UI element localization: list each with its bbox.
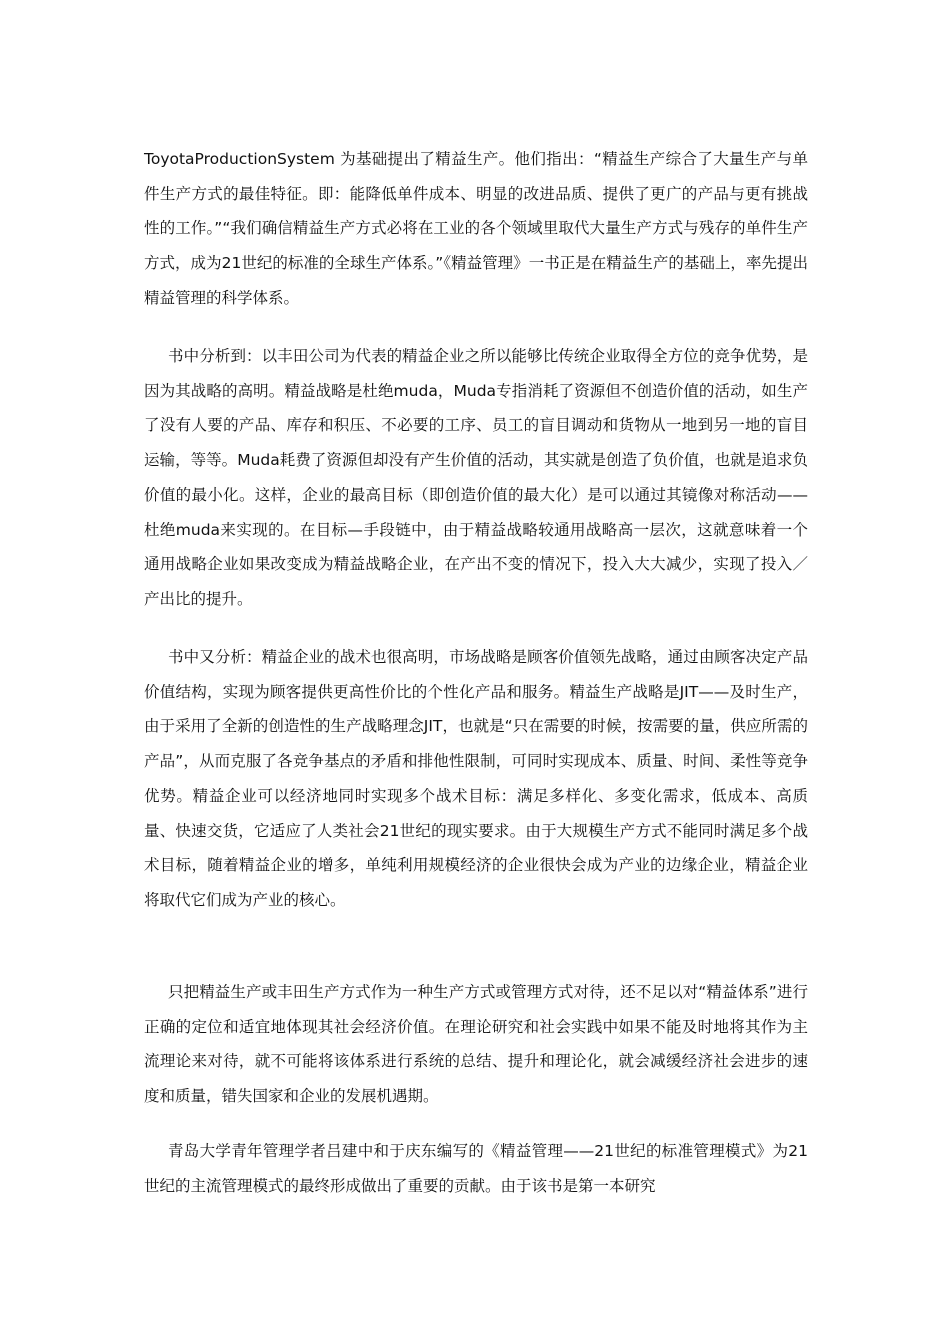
paragraph-lean-system-value: 只把精益生产或丰田生产方式作为一种生产方式或管理方式对待，还不足以对“精益体系”进行正确的定位和适宜地体现其社会经济价值。在理论研究和社会实践中如果不能及时地将其作为主流理论来对待，就不可能将该体系进行系统的总结、提升和理论化，就会减缓经济社会进步的速度和质量，错失国家和企业的发展机遇期。	[144, 983, 808, 1106]
paragraph-book-contribution: 青岛大学青年管理学者吕建中和于庆东编写的《精益管理——21世纪的标准管理模式》为21世纪的主流管理模式的最终形成做出了重要的贡献。由于该书是第一本研究	[144, 1142, 808, 1195]
paragraph-tactics-analysis: 书中又分析：精益企业的战术也很高明，市场战略是顾客价值领先战略，通过由顾客决定产品价值结构，实现为顾客提供更高性价比的个性化产品和服务。精益生产战略是JIT——及时生产，由于采用了全新的创造性的生产战略理念JIT，也就是“只在需要的时候，按需要的量，供应所需的产品”，从而克服了各竞争基点的矛盾和排他性限制，可同时实现成本、质量、时间、柔性等竞争优势。精益企业可以经济地同时实现多个战术目标：满足多样化、多变化需求，低成本、高质量、快速交货，它适应了人类社会21世纪的现实要求。由于大规模生产方式不能同时满足多个战术目标，随着精益企业的增多，单纯利用规模经济的企业很快会成为产业的边缘企业，精益企业将取代它们成为产业的核心。	[144, 648, 808, 909]
paragraph-strategy-analysis: 书中分析到：以丰田公司为代表的精益企业之所以能够比传统企业取得全方位的竞争优势，是因为其战略的高明。精益战略是杜绝muda，Muda专指消耗了资源但不创造价值的活动，如生产了没有人要的产品、库存和积压、不必要的工序、员工的盲目调动和货物从一地到另一地的盲目运输，等等。Muda耗费了资源但却没有产生价值的活动，其实就是创造了负价值，也就是追求负价值的最小化。这样，企业的最高目标（即创造价值的最大化）是可以通过其镜像对称活动——杜绝muda来实现的。在目标—手段链中，由于精益战略较通用战略高一层次，这就意味着一个通用战略企业如果改变成为精益战略企业，在产出不变的情况下，投入大大减少，实现了投入／产出比的提升。	[144, 347, 808, 608]
paragraph-continuation: ToyotaProductionSystem 为基础提出了精益生产。他们指出：“精益生产综合了大量生产与单件生产方式的最佳特征。即：能降低单件成本、明显的改进品质、提供了更广的产品与更有挑战性的工作。”“我们确信精益生产方式必将在工业的各个领域里取代大量生产方式与残存的单件生产方式，成为21世纪的标准的全球生产体系。”《精益管理》一书正是在精益生产的基础上，率先提出精益管理的科学体系。	[144, 150, 808, 307]
